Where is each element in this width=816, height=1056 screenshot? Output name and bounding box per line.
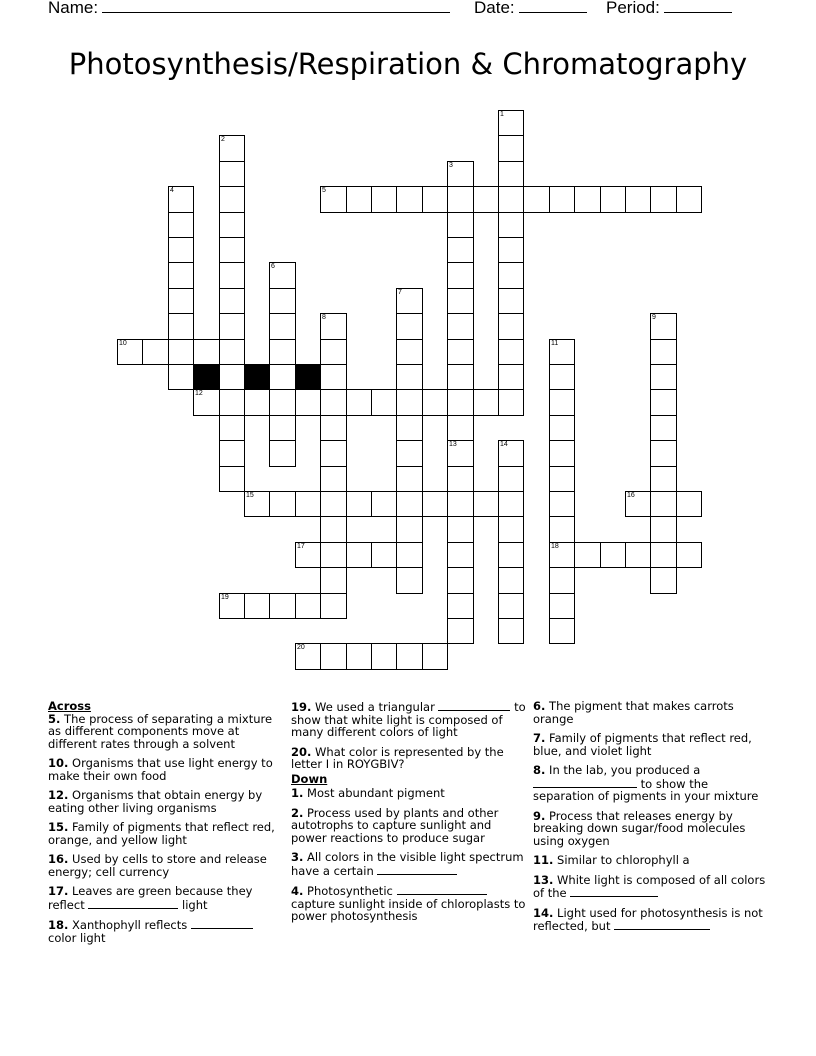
crossword-cell[interactable] xyxy=(447,186,474,213)
crossword-cell[interactable] xyxy=(473,186,499,213)
crossword-cell[interactable] xyxy=(549,186,575,213)
crossword-cell[interactable] xyxy=(295,593,321,619)
crossword-cell[interactable] xyxy=(625,491,651,517)
down-clue: 2. Process used by plants and other autotrophs to capture sunlight and power reactions to produce sugar xyxy=(291,805,499,845)
crossword-cell[interactable] xyxy=(549,389,575,416)
clue-number: 7 xyxy=(398,289,402,296)
crossword-cell[interactable] xyxy=(320,339,347,365)
crossword-black-square xyxy=(244,364,270,390)
clue-number: 9 xyxy=(652,314,656,321)
crossword-cell[interactable] xyxy=(320,364,347,390)
crossword-cell[interactable] xyxy=(396,542,423,568)
crossword-cell[interactable] xyxy=(396,567,423,594)
across-clue: 12. Organisms that obtain energy by eating other living organisms xyxy=(48,788,263,815)
crossword-cell[interactable] xyxy=(498,466,524,492)
crossword-cell[interactable] xyxy=(320,186,347,213)
clue-number: 3 xyxy=(449,162,453,169)
clue-number: 17 xyxy=(297,543,305,550)
crossword-cell[interactable] xyxy=(168,313,194,340)
down-clue: 14. Light used for photosynthesis is not reflected, but xyxy=(533,905,763,933)
crossword-cell[interactable] xyxy=(447,339,474,365)
crossword-cell[interactable] xyxy=(219,440,245,467)
crossword-cell[interactable] xyxy=(473,491,499,517)
crossword-cell[interactable] xyxy=(219,237,245,263)
crossword-cell[interactable] xyxy=(498,542,524,568)
crossword-cell[interactable] xyxy=(219,364,245,390)
crossword-cell[interactable] xyxy=(498,288,524,314)
crossword-cell[interactable] xyxy=(320,593,347,619)
clue-number: 1 xyxy=(500,111,504,118)
crossword-cell[interactable] xyxy=(371,491,397,517)
across-clue: 20. What color is represented by the letter I in ROYGBIV? xyxy=(291,744,504,771)
crossword-cell[interactable] xyxy=(320,643,347,670)
down-heading: Down xyxy=(291,771,328,786)
crossword-cell[interactable] xyxy=(346,186,372,213)
crossword-cell[interactable] xyxy=(219,135,245,162)
clue-number: 6 xyxy=(271,263,275,270)
crossword-cell[interactable] xyxy=(371,643,397,670)
down-clue: 13. White light is composed of all colors of the xyxy=(533,872,766,900)
crossword-cell[interactable] xyxy=(346,542,372,568)
crossword-cell[interactable] xyxy=(396,339,423,365)
crossword-cell[interactable] xyxy=(625,542,651,568)
clue-number: 11 xyxy=(551,340,559,347)
crossword-cell[interactable] xyxy=(320,313,347,340)
clue-number: 16 xyxy=(627,492,635,499)
crossword-cell[interactable] xyxy=(549,466,575,492)
clue-number: 20 xyxy=(297,644,305,651)
crossword-cell[interactable] xyxy=(117,339,143,365)
down-clue: 4. Photosynthetic capture sunlight inside of chloroplasts to power photosynthesis xyxy=(291,884,526,923)
down-clue: 11. Similar to chlorophyll a xyxy=(533,853,690,867)
crossword-cell[interactable] xyxy=(650,313,677,340)
middle-clues-column xyxy=(291,700,527,930)
clue-number: 4 xyxy=(170,187,174,194)
crossword-cell[interactable] xyxy=(244,491,270,517)
crossword-cell[interactable] xyxy=(269,364,296,390)
crossword-cell[interactable] xyxy=(574,542,601,568)
crossword-cell[interactable] xyxy=(168,262,194,289)
crossword-cell[interactable] xyxy=(650,339,677,365)
crossword-cell[interactable] xyxy=(549,542,575,568)
crossword-cell[interactable] xyxy=(447,161,474,187)
across-clue: 18. Xanthophyll reflects color light xyxy=(48,918,280,944)
across-clues-column xyxy=(48,700,280,951)
crossword-cell[interactable] xyxy=(447,440,474,467)
crossword-cell[interactable] xyxy=(422,389,448,416)
crossword-cell[interactable] xyxy=(269,339,296,365)
crossword-cell[interactable] xyxy=(422,643,448,670)
crossword-cell[interactable] xyxy=(498,110,524,136)
clue-number: 2 xyxy=(221,136,225,143)
crossword-cell[interactable] xyxy=(498,364,524,390)
crossword-cell[interactable] xyxy=(447,618,474,644)
crossword-cell[interactable] xyxy=(549,339,575,365)
crossword-cell[interactable] xyxy=(600,542,626,568)
crossword-cell[interactable] xyxy=(168,186,194,213)
name-label: Name: xyxy=(48,0,99,17)
across-clue: 10. Organisms that use light energy to make their own food xyxy=(48,756,273,783)
crossword-cell[interactable] xyxy=(650,364,677,390)
crossword-cell[interactable] xyxy=(193,389,220,416)
crossword-cell[interactable] xyxy=(346,491,372,517)
crossword-cell[interactable] xyxy=(447,364,474,390)
clue-number: 19 xyxy=(221,594,229,601)
crossword-cell[interactable] xyxy=(396,186,423,213)
crossword-cell[interactable] xyxy=(295,491,321,517)
crossword-cell[interactable] xyxy=(346,389,372,416)
crossword-cell[interactable] xyxy=(447,466,474,492)
crossword-cell[interactable] xyxy=(498,339,524,365)
crossword-cell[interactable] xyxy=(650,542,677,568)
clue-number: 13 xyxy=(449,441,457,448)
crossword-cell[interactable] xyxy=(168,237,194,263)
crossword-cell[interactable] xyxy=(168,288,194,314)
crossword-cell[interactable] xyxy=(650,389,677,416)
crossword-cell[interactable] xyxy=(396,389,423,416)
crossword-cell[interactable] xyxy=(650,567,677,594)
crossword-cell[interactable] xyxy=(320,542,347,568)
crossword-cell[interactable] xyxy=(295,542,321,568)
crossword-cell[interactable] xyxy=(219,415,245,441)
crossword-cell[interactable] xyxy=(269,389,296,416)
crossword-cell[interactable] xyxy=(168,212,194,238)
crossword-cell[interactable] xyxy=(549,516,575,543)
crossword-cell[interactable] xyxy=(498,440,524,467)
crossword-cell[interactable] xyxy=(244,593,270,619)
crossword-cell[interactable] xyxy=(498,593,524,619)
down-clue: 1. Most abundant pigment xyxy=(291,786,445,800)
crossword-cell[interactable] xyxy=(625,186,651,213)
crossword-cell[interactable] xyxy=(676,186,702,213)
across-clue: 19. We used a triangular to show that white light is composed of many different colors of light xyxy=(291,700,526,739)
crossword-cell[interactable] xyxy=(219,339,245,365)
crossword-cell[interactable] xyxy=(168,364,194,390)
crossword-black-square xyxy=(193,364,220,390)
crossword-cell[interactable] xyxy=(498,491,524,517)
crossword-cell[interactable] xyxy=(447,491,474,517)
date-label: Date: xyxy=(474,0,515,17)
crossword-cell[interactable] xyxy=(498,313,524,340)
crossword-cell[interactable] xyxy=(650,186,677,213)
crossword-cell[interactable] xyxy=(650,415,677,441)
crossword-cell[interactable] xyxy=(498,262,524,289)
crossword-cell[interactable] xyxy=(295,643,321,670)
crossword-cell[interactable] xyxy=(473,389,499,416)
crossword-cell[interactable] xyxy=(269,262,296,289)
crossword-cell[interactable] xyxy=(320,389,347,416)
crossword-cell[interactable] xyxy=(396,440,423,467)
crossword-cell[interactable] xyxy=(219,161,245,187)
crossword-cell[interactable] xyxy=(600,186,626,213)
crossword-cell[interactable] xyxy=(498,186,524,213)
clue-number: 15 xyxy=(246,492,254,499)
crossword-cell[interactable] xyxy=(396,643,423,670)
crossword-cell[interactable] xyxy=(447,262,474,289)
across-clue: 5. The process of separating a mixture as different components move at different rates through a solvent xyxy=(48,711,273,751)
crossword-cell[interactable] xyxy=(650,516,677,543)
period-label: Period: xyxy=(606,0,660,17)
crossword-cell[interactable] xyxy=(549,440,575,467)
across-clue: 16. Used by cells to store and release energy; cell currency xyxy=(48,852,267,879)
crossword-cell[interactable] xyxy=(498,389,524,416)
crossword-cell[interactable] xyxy=(396,313,423,340)
crossword-cell[interactable] xyxy=(549,618,575,644)
crossword-cell[interactable] xyxy=(219,389,245,416)
crossword-cell[interactable] xyxy=(269,491,296,517)
crossword-cell[interactable] xyxy=(320,466,347,492)
crossword-cell[interactable] xyxy=(447,567,474,594)
crossword-cell[interactable] xyxy=(676,542,702,568)
down-clue: 3. All colors in the visible light spectrum have a certain xyxy=(291,850,524,878)
across-clue: 15. Family of pigments that reflect red, orange, and yellow light xyxy=(48,820,275,847)
clue-number: 12 xyxy=(195,390,203,397)
crossword-cell[interactable] xyxy=(422,186,448,213)
crossword-cell[interactable] xyxy=(219,212,245,238)
across-clue: 17. Leaves are green because they reflect light xyxy=(48,884,253,912)
crossword-black-square xyxy=(295,364,321,390)
crossword-cell[interactable] xyxy=(650,466,677,492)
crossword-cell[interactable] xyxy=(320,440,347,467)
crossword-cell[interactable] xyxy=(269,415,296,441)
crossword-cell[interactable] xyxy=(498,161,524,187)
down-clue: 8. In the lab, you produced a to show the separation of pigments in your mixture xyxy=(533,763,759,803)
clue-number: 14 xyxy=(500,441,508,448)
crossword-cell[interactable] xyxy=(676,491,702,517)
crossword-cell[interactable] xyxy=(346,643,372,670)
crossword-cell[interactable] xyxy=(219,313,245,340)
crossword-cell[interactable] xyxy=(498,212,524,238)
crossword-cell[interactable] xyxy=(498,618,524,644)
down-clue: 7. Family of pigments that reflect red, blue, and violet light xyxy=(533,731,752,758)
crossword-cell[interactable] xyxy=(295,389,321,416)
crossword-cell[interactable] xyxy=(396,491,423,517)
crossword-cell[interactable] xyxy=(168,339,194,365)
clue-number: 18 xyxy=(551,543,559,550)
crossword-cell[interactable] xyxy=(244,389,270,416)
right-clues-column xyxy=(533,700,769,940)
down-clue: 6. The pigment that makes carrots orange xyxy=(533,699,734,726)
crossword-cell[interactable] xyxy=(396,466,423,492)
crossword-cell[interactable] xyxy=(447,516,474,543)
crossword-cell[interactable] xyxy=(320,415,347,441)
across-heading: Across xyxy=(48,699,91,713)
crossword-cell[interactable] xyxy=(650,440,677,467)
crossword-cell[interactable] xyxy=(447,542,474,568)
crossword-cell[interactable] xyxy=(447,212,474,238)
crossword-cell[interactable] xyxy=(320,567,347,594)
crossword-cell[interactable] xyxy=(447,288,474,314)
crossword-cell[interactable] xyxy=(447,593,474,619)
crossword-cell[interactable] xyxy=(269,440,296,467)
crossword-cell[interactable] xyxy=(549,364,575,390)
crossword-cell[interactable] xyxy=(371,186,397,213)
crossword-cell[interactable] xyxy=(142,339,169,365)
crossword-cell[interactable] xyxy=(371,542,397,568)
down-clue: 9. Process that releases energy by breaking down sugar/food molecules using oxygen xyxy=(533,808,746,848)
crossword-cell[interactable] xyxy=(447,237,474,263)
crossword-cell[interactable] xyxy=(549,567,575,594)
crossword-cell[interactable] xyxy=(219,186,245,213)
crossword-cell[interactable] xyxy=(549,491,575,517)
clue-number: 5 xyxy=(322,187,326,194)
crossword-cell[interactable] xyxy=(498,567,524,594)
crossword-cell[interactable] xyxy=(269,313,296,340)
crossword-cell[interactable] xyxy=(447,313,474,340)
crossword-cell[interactable] xyxy=(371,389,397,416)
crossword-cell[interactable] xyxy=(498,516,524,543)
crossword-cell[interactable] xyxy=(269,593,296,619)
crossword-cell[interactable] xyxy=(574,186,601,213)
crossword-cell[interactable] xyxy=(549,593,575,619)
crossword-cell[interactable] xyxy=(422,491,448,517)
clue-number: 10 xyxy=(119,340,127,347)
crossword-cell[interactable] xyxy=(219,593,245,619)
crossword-cell[interactable] xyxy=(396,516,423,543)
crossword-cell[interactable] xyxy=(396,415,423,441)
clue-number: 8 xyxy=(322,314,326,321)
crossword-cell[interactable] xyxy=(320,516,347,543)
crossword-cell[interactable] xyxy=(523,186,550,213)
crossword-cell[interactable] xyxy=(193,339,220,365)
crossword-cell[interactable] xyxy=(549,415,575,441)
crossword-cell[interactable] xyxy=(498,237,524,263)
crossword-cell[interactable] xyxy=(219,288,245,314)
crossword-cell[interactable] xyxy=(396,364,423,390)
crossword-cell[interactable] xyxy=(498,135,524,162)
crossword-cell[interactable] xyxy=(650,491,677,517)
crossword-cell[interactable] xyxy=(447,389,474,416)
crossword-cell[interactable] xyxy=(396,288,423,314)
crossword-cell[interactable] xyxy=(320,491,347,517)
crossword-cell[interactable] xyxy=(219,466,245,492)
crossword-cell[interactable] xyxy=(219,262,245,289)
page-title: Photosynthesis/Respiration & Chromatography xyxy=(68,47,748,81)
crossword-cell[interactable] xyxy=(269,288,296,314)
crossword-cell[interactable] xyxy=(447,415,474,441)
